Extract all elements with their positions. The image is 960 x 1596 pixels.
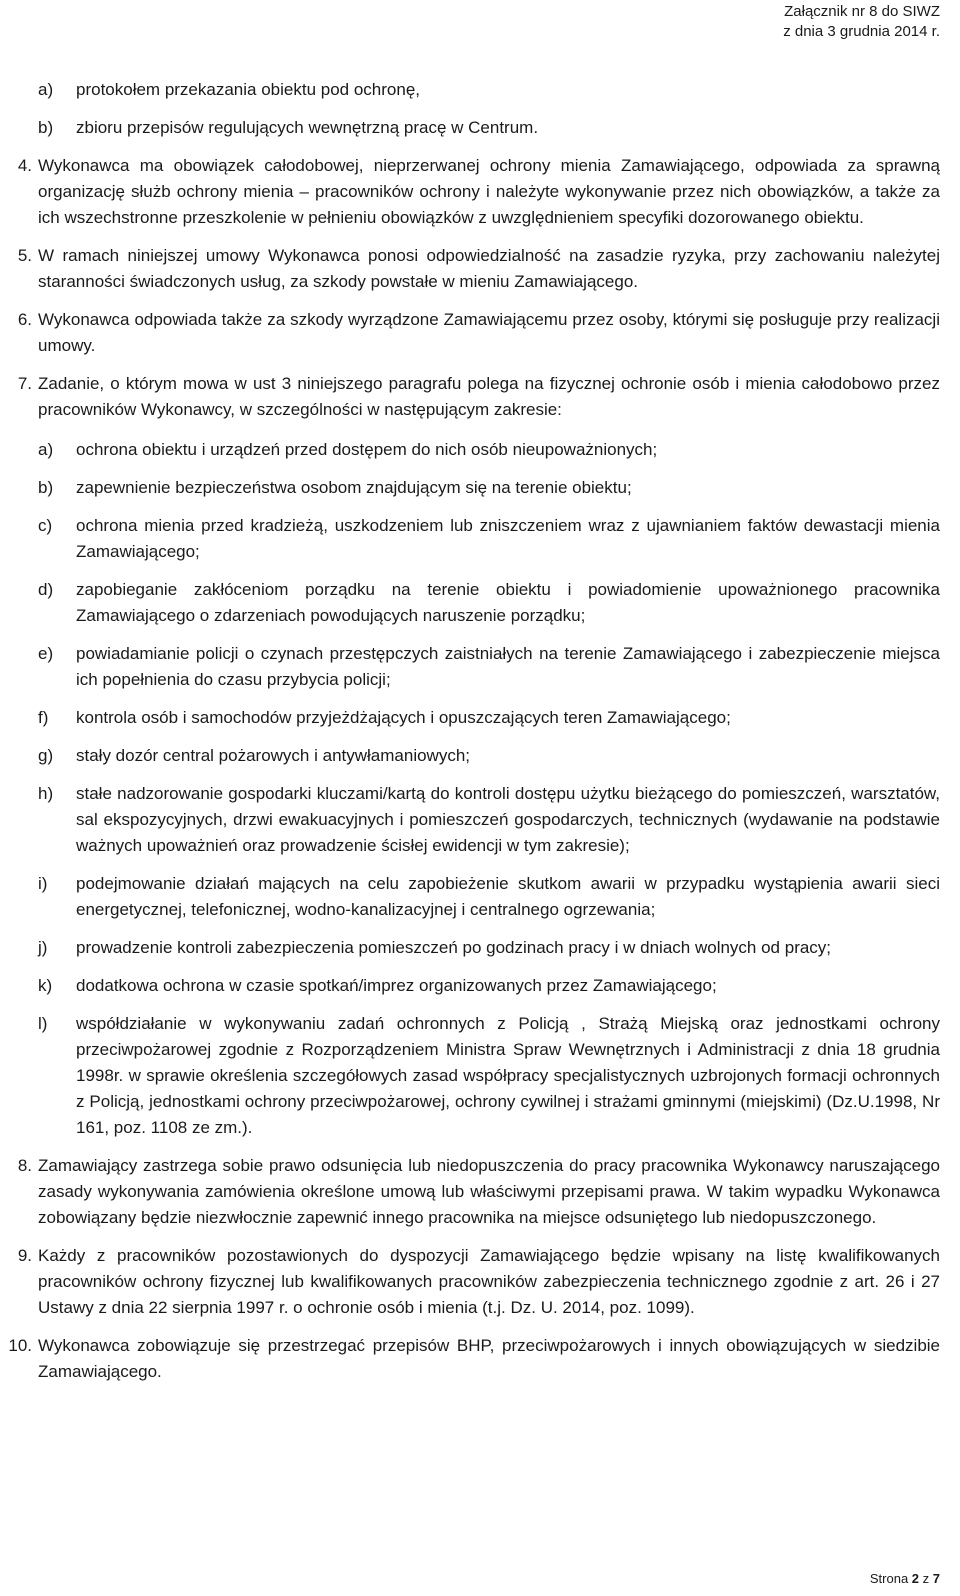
- paragraph-number: 10.: [8, 1336, 32, 1355]
- list-item-label: g): [38, 746, 54, 765]
- list-item-label: c): [38, 516, 53, 535]
- paragraph-text: Zadanie, o którym mowa w ust 3 niniejszego paragrafu polega na fizycznej ochronie osób i mienia całodobowo przez pracowników Wykonawcy, w szczególności w następującym zakresie:: [38, 374, 940, 419]
- list-item-label: d): [38, 580, 54, 599]
- list-item-text: podejmowanie działań mających na celu zapobieżenie skutkom awarii w przypadku wystąpienia awarii sieci energetycznej, telefonicznej, wodno-kanalizacyjnej i centralnego ogrzewania;: [76, 874, 940, 919]
- list-item-label: b): [38, 478, 54, 497]
- list-item: [38, 871, 940, 923]
- paragraph-number: 8.: [17, 1156, 32, 1175]
- paragraph-8: [17, 1153, 940, 1231]
- list-item-label: b): [38, 118, 54, 137]
- list-item: [38, 513, 940, 565]
- list-item-label: e): [38, 644, 54, 663]
- paragraph-9: [17, 1243, 940, 1321]
- paragraph-10: [8, 1333, 940, 1385]
- list-item-label: h): [38, 784, 54, 803]
- list-item-text: powiadamianie policji o czynach przestępczych zaistniałych na terenie Zamawiającego i zabezpieczenie miejsca ich popełnienia do czasu przybycia policji;: [76, 644, 940, 689]
- list-item-text: współdziałanie w wykonywaniu zadań ochronnych z Policją , Strażą Miejską oraz jednostkami ochrony przeciwpożarowej zgodnie z Rozporządzeniem Ministra Spraw Wewnętrznych i Administracji z dnia 18 grudnia 1998r. w sprawie określenia szczegółowych zasad współpracy specjalistycznych uzbrojonych formacji ochronnych z Policją, jednostkami ochrony przeciwpożarowej, ochrony cywilnej i strażami gminnymi (miejskimi) (Dz.U.1998, Nr 161, poz. 1108 ze zm.).: [76, 1014, 940, 1137]
- list-item-text: prowadzenie kontroli zabezpieczenia pomieszczeń po godzinach pracy i w dniach wolnych od pracy;: [76, 938, 832, 957]
- list-item-text: protokołem przekazania obiektu pod ochronę,: [76, 80, 420, 99]
- document-body: [8, 77, 940, 1385]
- list-item-text: zapobieganie zakłóceniom porządku na terenie obiektu i powiadomienie upoważnionego pracownika Zamawiającego o zdarzeniach powodujących naruszenie porządku;: [76, 580, 940, 625]
- list-item: [38, 437, 940, 463]
- list-item-label: a): [38, 80, 54, 99]
- list-item: [38, 973, 940, 999]
- list-item-label: j): [38, 938, 48, 957]
- paragraph-number: 5.: [17, 246, 32, 265]
- paragraph-text: Każdy z pracowników pozostawionych do dyspozycji Zamawiającego będzie wpisany na listę kwalifikowanych pracowników ochrony fizycznej lub kwalifikowanych pracowników zabezpieczenia technicznego zgodnie z art. 26 i 27 Ustawy z dnia 22 sierpnia 1997 r. o ochronie osób i mienia (t.j. Dz. U. 2014, poz. 1099).: [38, 1246, 940, 1317]
- header-date-line: z dnia 3 grudnia 2014 r.: [783, 23, 940, 40]
- list-item: [38, 641, 940, 693]
- paragraph-6: [17, 307, 940, 359]
- list-item: [38, 935, 940, 961]
- paragraph-5: [17, 243, 940, 295]
- page-number-total: 7: [932, 1571, 940, 1586]
- list-item: [38, 705, 940, 731]
- page-number-current: 2: [911, 1571, 920, 1586]
- list-item-text: stały dozór central pożarowych i antywłamaniowych;: [76, 746, 471, 765]
- list-item-text: dodatkowa ochrona w czasie spotkań/imprez organizowanych przez Zamawiającego;: [76, 976, 717, 995]
- list-item: [38, 115, 940, 141]
- list-item-text: stałe nadzorowanie gospodarki kluczami/kartą do kontroli dostępu użytku bieżącego do pomieszczeń, warsztatów, sal ekspozycyjnych, drzwi ewakuacyjnych i pomieszczeń gospodarczych, technicznych (wydawanie na podstawie ważnych upoważnień oraz prowadzenie ścisłej ewidencji w tym zakresie);: [76, 784, 940, 855]
- paragraph-number: 6.: [17, 310, 32, 329]
- paragraph-text: Zamawiający zastrzega sobie prawo odsunięcia lub niedopuszczenia do pracy pracownika Wykonawcy naruszającego zasady wykonywania zamówienia określone umową lub właściwymi przepisami prawa. W takim wypadku Wykonawca zobowiązany będzie niezwłocznie zapewnić innego pracownika na miejsce odsuniętego lub niedopuszczonego.: [38, 1156, 940, 1227]
- paragraph-7-list: [38, 437, 940, 1141]
- page-number-prefix: Strona: [869, 1571, 912, 1586]
- list-item: [38, 743, 940, 769]
- list-item-text: zapewnienie bezpieczeństwa osobom znajdującym się na terenie obiektu;: [76, 478, 632, 497]
- paragraph-4: [17, 153, 940, 231]
- header-attachment-line: Załącznik nr 8 do SIWZ: [784, 3, 940, 20]
- paragraph-number: 7.: [17, 374, 32, 393]
- list-item-label: k): [38, 976, 53, 995]
- list-item-text: zbioru przepisów regulujących wewnętrzną pracę w Centrum.: [76, 118, 539, 137]
- paragraph-text: Wykonawca ma obowiązek całodobowej, nieprzerwanej ochrony mienia Zamawiającego, odpowiada za sprawną organizację służb ochrony mienia – pracowników ochrony i należyte wykonywanie przez nich obowiązków, a także za ich wszechstronne przeszkolenie w pełnieniu obowiązków z uwzględnieniem specyfiki dozorowanego obiektu.: [38, 156, 940, 227]
- list-item: [38, 781, 940, 859]
- paragraph-number: 4.: [17, 156, 32, 175]
- list-item-label: a): [38, 440, 54, 459]
- list-item-text: kontrola osób i samochodów przyjeżdżających i opuszczających teren Zamawiającego;: [76, 708, 731, 727]
- page-number-separator: z: [919, 1571, 933, 1586]
- paragraph-text: Wykonawca zobowiązuje się przestrzegać przepisów BHP, przeciwpożarowych i innych obowiązujących w siedzibie Zamawiającego.: [38, 1336, 940, 1381]
- paragraph-number: 9.: [17, 1246, 32, 1265]
- list-item: [38, 1011, 940, 1141]
- paragraph-text: W ramach niniejszej umowy Wykonawca ponosi odpowiedzialność na zasadzie ryzyka, przy zachowaniu należytej staranności świadczonych usług, za szkody powstałe w mieniu Zamawiającego.: [38, 246, 940, 291]
- list-item: [38, 577, 940, 629]
- list-item-label: l): [38, 1014, 48, 1033]
- list-item: [38, 475, 940, 501]
- list-item-text: ochrona mienia przed kradzieżą, uszkodzeniem lub zniszczeniem wraz z ujawnianiem faktów dewastacji mienia Zamawiającego;: [76, 516, 940, 561]
- page-number: [870, 1571, 940, 1586]
- list-item: [38, 77, 940, 103]
- list-item-text: ochrona obiektu i urządzeń przed dostępem do nich osób nieupoważnionych;: [76, 440, 658, 459]
- paragraph-7: [17, 371, 940, 423]
- list-item-label: i): [38, 874, 48, 893]
- paragraph-text: Wykonawca odpowiada także za szkody wyrządzone Zamawiającemu przez osoby, którymi się posługuje przy realizacji umowy.: [38, 310, 940, 355]
- page-header: [783, 2, 940, 42]
- list-item-label: f): [38, 708, 49, 727]
